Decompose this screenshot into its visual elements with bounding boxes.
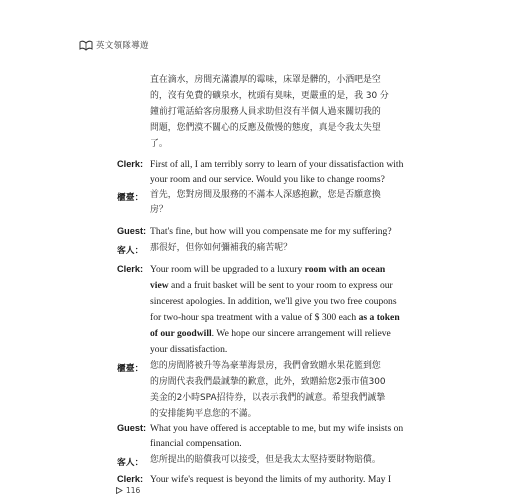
speaker-clerk: Clerk: [117,159,144,169]
clerk2-en-line: for two-hour spa treatment with a value of $ 300 each as a token [150,312,400,323]
page-marker-icon [116,487,123,494]
intro-line: 了。 [150,139,168,149]
clerk2-en-line: your dissatisfaction. [150,344,228,355]
guest1-en-line: That's fine, but how will you compensate me for my suffering? [150,226,392,237]
clerk2-zh-line: 的房間代表我們最誠摯的歉意，此外，致贈給您2張市值300 [150,377,386,387]
clerk3-en-line: Your wife's request is beyond the limits of my authority. May I [150,474,392,485]
clerk1-en-line: your room and our service. Would you like to change rooms? [150,174,385,185]
clerk2-zh-line: 您的房間將被升等為豪華海景房，我們會致贈水果花籃到您 [150,361,381,371]
running-header [79,38,149,52]
clerk1-zh-line: 首先，您對房間及服務的不滿本人深感抱歉，您是否願意換 [150,190,381,200]
page-footer [116,486,140,495]
speaker-guest: Guest: [117,226,147,236]
intro-line: 的，沒有免費的礦泉水，枕頭有臭味，更嚴重的是，我 30 分 [150,91,389,101]
guest2-zh-line: 您所提出的賠償我可以接受，但是我太太堅持要財物賠償。 [150,455,381,465]
intro-line: 鐘前打電話給客房服務人員求助但沒有半個人過來關切我的 [150,107,381,117]
clerk2-zh-line: 的安排能夠平息您的不滿。 [150,409,257,419]
clerk2-en-line: sincerest apologies. In addition, we'll give you two free coupons [150,296,397,307]
clerk1-zh-line: 房？ [150,205,168,215]
intro-line: 問題，您們漠不關心的反應及傲慢的態度，真是令我太失望 [150,123,381,133]
speaker-guest-zh: 客人： [117,458,144,468]
guest2-en-line: financial compensation. [150,438,242,449]
clerk2-en-line: of our goodwill. We hope our sincere arrangement will relieve [150,328,391,339]
speaker-counter: 櫃臺： [117,364,144,374]
guest2-en-line: What you have offered is acceptable to me, but my wife insists on [150,423,404,434]
intro-line: 直在滴水，房間充滿濃厚的霉味，床罩是髒的，小酒吧是空 [150,75,381,85]
speaker-clerk: Clerk: [117,474,144,484]
clerk2-en-line: view and a fruit basket will be sent to your room to express our [150,280,393,291]
clerk1-en-line: First of all, I am terribly sorry to learn of your dissatisfaction with [150,159,404,170]
speaker-clerk: Clerk: [117,264,144,274]
clerk2-zh-line: 美金的2小時SPA招待券，以表示我們的誠意。希望我們誠摯 [150,393,386,403]
header-title: 英文領隊導遊 [96,41,149,51]
speaker-counter: 櫃臺： [117,193,144,203]
book-logo-icon [79,39,93,51]
guest1-zh-line: 那很好，但你如何彌補我的痛苦呢？ [150,243,292,253]
clerk2-en-line: Your room will be upgraded to a luxury room with an ocean [150,264,386,275]
speaker-guest-zh: 客人： [117,246,144,256]
page-number: 116 [126,486,141,495]
speaker-guest: Guest: [117,423,147,433]
